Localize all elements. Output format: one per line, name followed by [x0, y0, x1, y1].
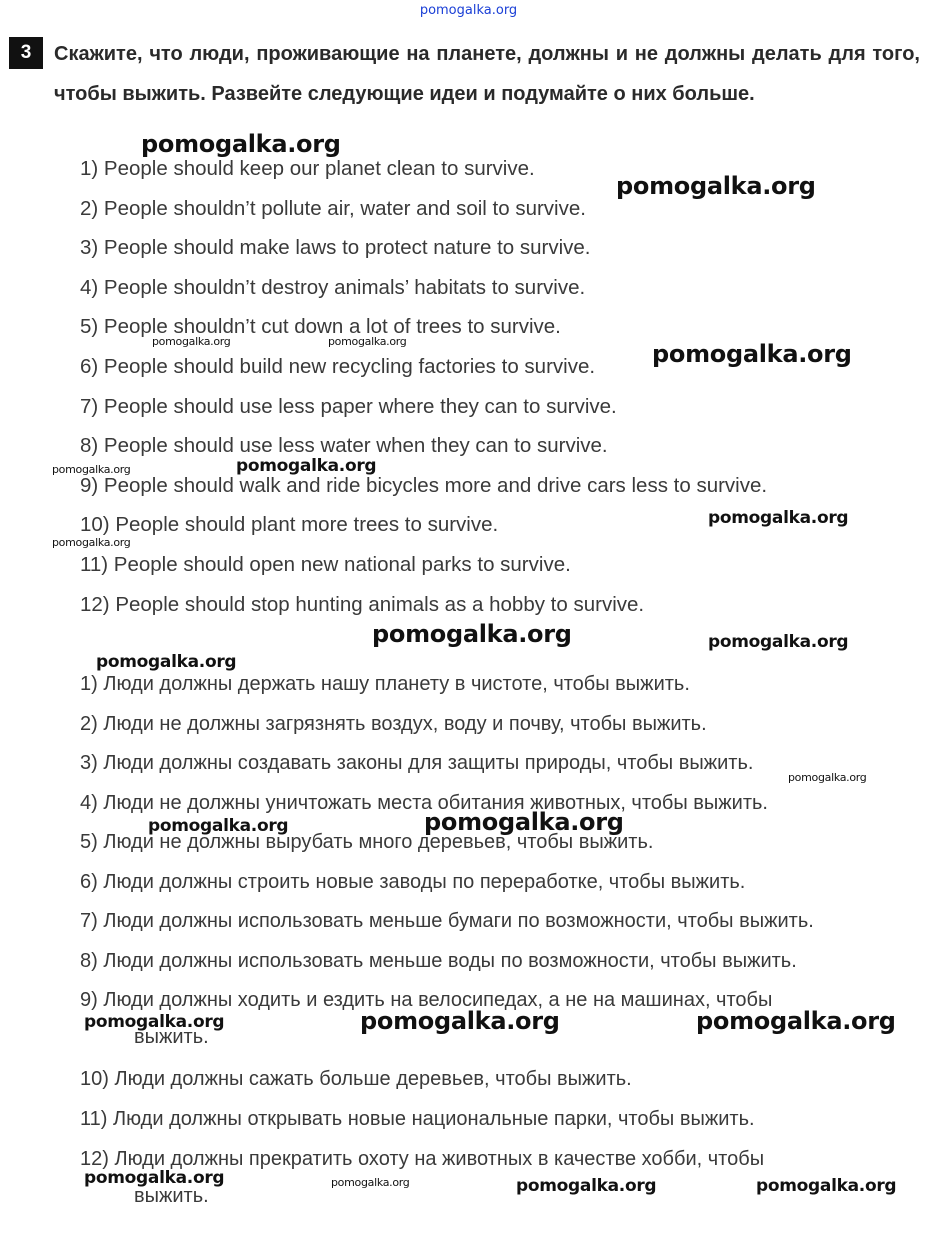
list-item: 6) People should build new recycling factories to survive. — [80, 354, 596, 378]
list-item: 8) Люди должны использовать меньше воды по возможности, чтобы выжить. — [80, 949, 797, 972]
watermark: pomogalka.org — [516, 1176, 657, 1196]
list-item: 7) Люди должны использовать меньше бумаги по возможности, чтобы выжить. — [80, 910, 814, 933]
watermark: pomogalka.org — [616, 172, 816, 200]
list-item: 3) Люди должны создавать законы для защиты природы, чтобы выжить. — [80, 752, 754, 775]
watermark: pomogalka.org — [652, 340, 852, 368]
watermark: pomogalka.org — [328, 335, 407, 348]
watermark: pomogalka.org — [148, 816, 289, 836]
watermark: pomogalka.org — [84, 1168, 225, 1188]
list-item: 12) People should stop hunting animals as a hobby to survive. — [80, 592, 645, 616]
list-item: 10) Люди должны сажать больше деревьев, чтобы выжить. — [80, 1068, 632, 1091]
list-item: 10) People should plant more trees to survive. — [80, 513, 499, 537]
list-item: 11) Люди должны открывать новые национальные парки, чтобы выжить. — [80, 1108, 755, 1131]
english-sentence-list — [80, 154, 922, 629]
list-item: 5) People shouldn’t cut down a lot of trees to survive. — [80, 315, 561, 339]
watermark: pomogalka.org — [708, 508, 849, 528]
watermark: pomogalka.org — [331, 1176, 410, 1189]
list-item: 11) People should open new national parks to survive. — [80, 552, 571, 576]
list-item: 6) Люди должны строить новые заводы по переработке, чтобы выжить. — [80, 870, 746, 893]
task-instruction: Скажите, что люди, проживающие на планете, должны и не должны делать для того, чтобы выжить. Развейте следующие идеи и подумайте о них больше. — [54, 43, 920, 105]
list-item-line: 9) Люди должны ходить и ездить на велосипедах, а не на машинах, чтобы — [80, 989, 773, 1012]
list-item: 2) Люди не должны загрязнять воздух, воду и почву, чтобы выжить. — [80, 712, 707, 735]
list-item: 8) People should use less water when they can to survive. — [80, 434, 608, 458]
watermark: pomogalka.org — [152, 335, 231, 348]
watermark: pomogalka.org — [52, 463, 131, 476]
watermark: pomogalka.org — [84, 1012, 225, 1032]
list-item: 1) People should keep our planet clean to survive. — [80, 157, 535, 180]
list-item: 4) People shouldn’t destroy animals’ habitats to survive. — [80, 275, 586, 299]
watermark: pomogalka.org — [236, 456, 377, 476]
list-item: 5) Люди не должны вырубать много деревьев, чтобы выжить. — [80, 831, 654, 854]
list-item: 2) People shouldn’t pollute air, water and soil to survive. — [80, 196, 586, 220]
watermark: pomogalka.org — [696, 1007, 896, 1035]
site-header[interactable]: pomogalka.org — [419, 3, 518, 18]
watermark: pomogalka.org — [756, 1176, 897, 1196]
russian-translation-list — [80, 669, 922, 1223]
list-item-line: 12) Люди должны прекратить охоту на животных в качестве хобби, чтобы — [80, 1147, 765, 1170]
task-number: 3 — [9, 37, 43, 69]
list-item-continuation: выжить. — [134, 1026, 209, 1049]
list-item: 4) Люди не должны уничтожать места обитания животных, чтобы выжить. — [80, 791, 768, 814]
watermark: pomogalka.org — [96, 652, 237, 672]
watermark: pomogalka.org — [788, 771, 867, 784]
list-item: 9) People should walk and ride bicycles more and drive cars less to survive. — [80, 473, 768, 497]
watermark: pomogalka.org — [52, 536, 131, 549]
watermark: pomogalka.org — [141, 130, 341, 158]
watermark: pomogalka.org — [372, 620, 572, 648]
list-item-continuation: выжить. — [134, 1184, 209, 1207]
list-item: 1) Люди должны держать нашу планету в чистоте, чтобы выжить. — [80, 673, 690, 695]
watermark: pomogalka.org — [360, 1007, 560, 1035]
watermark: pomogalka.org — [708, 632, 849, 652]
watermark: pomogalka.org — [424, 808, 624, 836]
list-item: 7) People should use less paper where they can to survive. — [80, 394, 617, 418]
list-item: 3) People should make laws to protect nature to survive. — [80, 236, 591, 260]
